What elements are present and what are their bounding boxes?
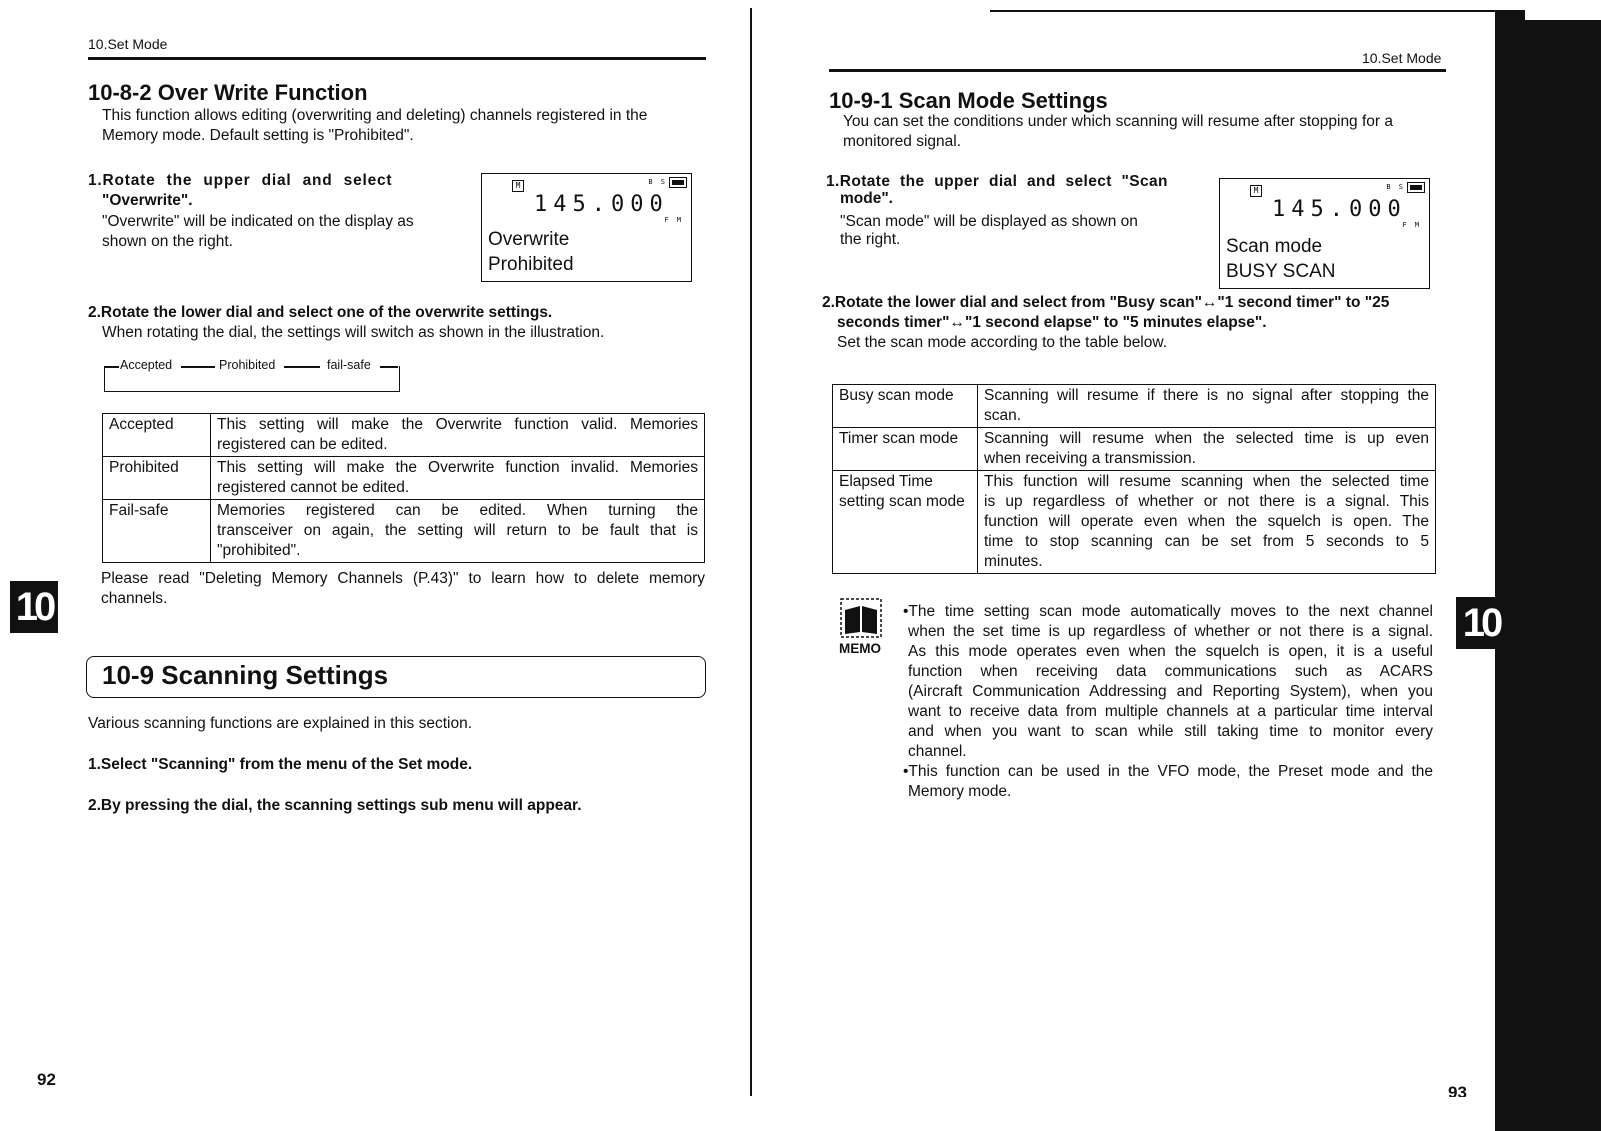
memo-line: channel. bbox=[908, 743, 967, 760]
lcd-line1: Overwrite bbox=[488, 229, 570, 250]
left-header-rule bbox=[88, 57, 706, 60]
scan-mode-name: Timer scan mode bbox=[833, 428, 978, 471]
setting-name: Prohibited bbox=[103, 457, 211, 500]
scan-mode-name: Busy scan mode bbox=[833, 385, 978, 428]
table-row bbox=[833, 471, 1436, 574]
battery-icon bbox=[669, 177, 687, 188]
memo-line: •The time setting scan mode automatically moves to the next channel bbox=[903, 603, 1433, 620]
scan-mode-table bbox=[832, 384, 1436, 574]
scan-mode-name: Elapsed Time setting scan mode bbox=[833, 471, 978, 574]
right-scan-edge bbox=[1495, 10, 1525, 1131]
table-row bbox=[103, 414, 705, 457]
memo-line: function when receiving data communications such as ACARS bbox=[908, 663, 1433, 680]
scanning-step2: 2.By pressing the dial, the scanning settings sub menu will appear. bbox=[88, 797, 582, 814]
r-step2-bold-2: seconds timer"↔"1 second elapse" to "5 minutes elapse". bbox=[837, 314, 1267, 331]
scan-mode-title: 10-9-1 Scan Mode Settings bbox=[829, 88, 1108, 113]
r-step1-bold-2: mode". bbox=[840, 190, 893, 207]
scanning-step1: 1.Select "Scanning" from the menu of the Set mode. bbox=[88, 756, 473, 773]
scan-mode-intro-2: monitored signal. bbox=[843, 133, 962, 150]
setting-desc: This setting will make the Overwrite function invalid. Memories registered cannot be edited. bbox=[211, 457, 705, 500]
scan-mode-desc: This function will resume scanning when the selected time is up regardless of whether or not there is a signal. This function will operate even when the squelch is open. The time to stop scanning can be set from 5 seconds to 5 minutes. bbox=[978, 471, 1436, 574]
step1-bold-1: 1.Rotate the upper dial and select bbox=[88, 172, 393, 189]
setting-name: Fail-safe bbox=[103, 500, 211, 563]
flow-accepted: Accepted bbox=[120, 358, 173, 372]
chapter-tab-right: 10 bbox=[1456, 597, 1506, 649]
r-step2-bold-1: 2.Rotate the lower dial and select from "Busy scan"↔"1 second timer" to "25 bbox=[822, 294, 1390, 311]
lcd-display-overwrite bbox=[481, 173, 692, 282]
bs-indicator: B S bbox=[1386, 183, 1405, 191]
delete-note-1: Please read "Deleting Memory Channels (P.43)" to learn how to delete memory bbox=[101, 570, 705, 587]
step1-text-1: "Overwrite" will be indicated on the display as bbox=[102, 213, 414, 230]
r-step1-bold-1: 1.Rotate the upper dial and select "Scan bbox=[826, 173, 1168, 190]
flow-arrow-2 bbox=[284, 366, 320, 368]
table-row bbox=[833, 428, 1436, 471]
memo-line: As this mode operates even when the squelch is open, it is a useful bbox=[908, 643, 1433, 660]
memo-book-icon bbox=[840, 598, 882, 638]
step2-text: When rotating the dial, the settings will switch as shown in the illustration. bbox=[102, 324, 605, 341]
memo-text bbox=[903, 602, 1433, 802]
memo-line: and when you want to scan while still taking time to monitor every bbox=[908, 723, 1433, 740]
right-scan-edge-outer bbox=[1525, 20, 1601, 1131]
setting-desc: This setting will make the Overwrite function valid. Memories registered can be edited. bbox=[211, 414, 705, 457]
step1-text-2: shown on the right. bbox=[102, 233, 233, 250]
scan-mode-desc: Scanning will resume if there is no signal after stopping the scan. bbox=[978, 385, 1436, 428]
flow-arrow-1 bbox=[181, 366, 215, 368]
right-page-header: 10.Set Mode bbox=[1362, 50, 1442, 66]
step1-bold-2: "Overwrite". bbox=[102, 192, 193, 209]
r-step1-text-1: "Scan mode" will be displayed as shown on bbox=[840, 213, 1138, 230]
lcd-line1: Scan mode bbox=[1226, 236, 1323, 257]
left-page-header: 10.Set Mode bbox=[88, 36, 168, 52]
fm-indicator: F M bbox=[664, 216, 683, 224]
memo-line: •This function can be used in the VFO mode, the Preset mode and the bbox=[903, 763, 1433, 780]
step2-bold: 2.Rotate the lower dial and select one of the overwrite settings. bbox=[88, 304, 553, 321]
memo-line: Memory mode. bbox=[908, 783, 1012, 800]
memory-indicator-icon: M bbox=[1250, 185, 1262, 197]
over-write-title: 10-8-2 Over Write Function bbox=[88, 80, 368, 105]
bs-indicator: B S bbox=[648, 178, 667, 186]
scan-mode-intro-1: You can set the conditions under which scanning will resume after stopping for a bbox=[843, 113, 1394, 130]
right-header-rule bbox=[829, 69, 1446, 72]
memo-line: when the set time is up regardless of whether or not there is a signal. bbox=[908, 623, 1433, 640]
table-row bbox=[833, 385, 1436, 428]
lcd-frequency: 145.000 bbox=[534, 192, 669, 217]
chapter-tab-left: 10 bbox=[10, 581, 58, 633]
lcd-frequency: 145.000 bbox=[1272, 197, 1407, 222]
page-number-left: 92 bbox=[37, 1070, 56, 1089]
binding-gutter bbox=[750, 8, 752, 1096]
setting-name: Accepted bbox=[103, 414, 211, 457]
flow-prohibited: Prohibited bbox=[219, 358, 276, 372]
fm-indicator: F M bbox=[1402, 221, 1421, 229]
memo-label: MEMO bbox=[839, 641, 881, 656]
memo-line: want to receive data from multiple channels at a particular time interval bbox=[908, 703, 1433, 720]
scan-mode-desc: Scanning will resume when the selected time is up even when receiving a transmission. bbox=[978, 428, 1436, 471]
table-row bbox=[103, 500, 705, 563]
lcd-line2: BUSY SCAN bbox=[1226, 261, 1336, 282]
memo-line: (Aircraft Communication Addressing and Reporting System), when you bbox=[908, 683, 1433, 700]
over-write-intro-2: Memory mode. Default setting is "Prohibited". bbox=[102, 127, 414, 144]
top-scan-edge bbox=[990, 10, 1495, 12]
scanning-intro: Various scanning functions are explained in this section. bbox=[88, 715, 472, 732]
lcd-line2: Prohibited bbox=[488, 254, 574, 275]
flow-fail-safe: fail-safe bbox=[327, 358, 371, 372]
overwrite-settings-table bbox=[102, 413, 705, 563]
delete-note-2: channels. bbox=[101, 590, 168, 607]
page-number-right: 93 bbox=[1448, 1083, 1467, 1097]
over-write-intro-1: This function allows editing (overwriting and deleting) channels registered in the bbox=[102, 107, 648, 124]
table-row bbox=[103, 457, 705, 500]
r-step2-text: Set the scan mode according to the table below. bbox=[837, 334, 1168, 351]
r-step1-text-2: the right. bbox=[840, 231, 901, 248]
setting-desc: Memories registered can be edited. When turning the transceiver on again, the setting will return to be fault that is "prohibited". bbox=[211, 500, 705, 563]
lcd-display-scan-mode bbox=[1219, 178, 1430, 289]
scanning-settings-title: 10-9 Scanning Settings bbox=[102, 660, 389, 690]
battery-icon bbox=[1407, 182, 1425, 193]
memory-indicator-icon: M bbox=[512, 180, 524, 192]
